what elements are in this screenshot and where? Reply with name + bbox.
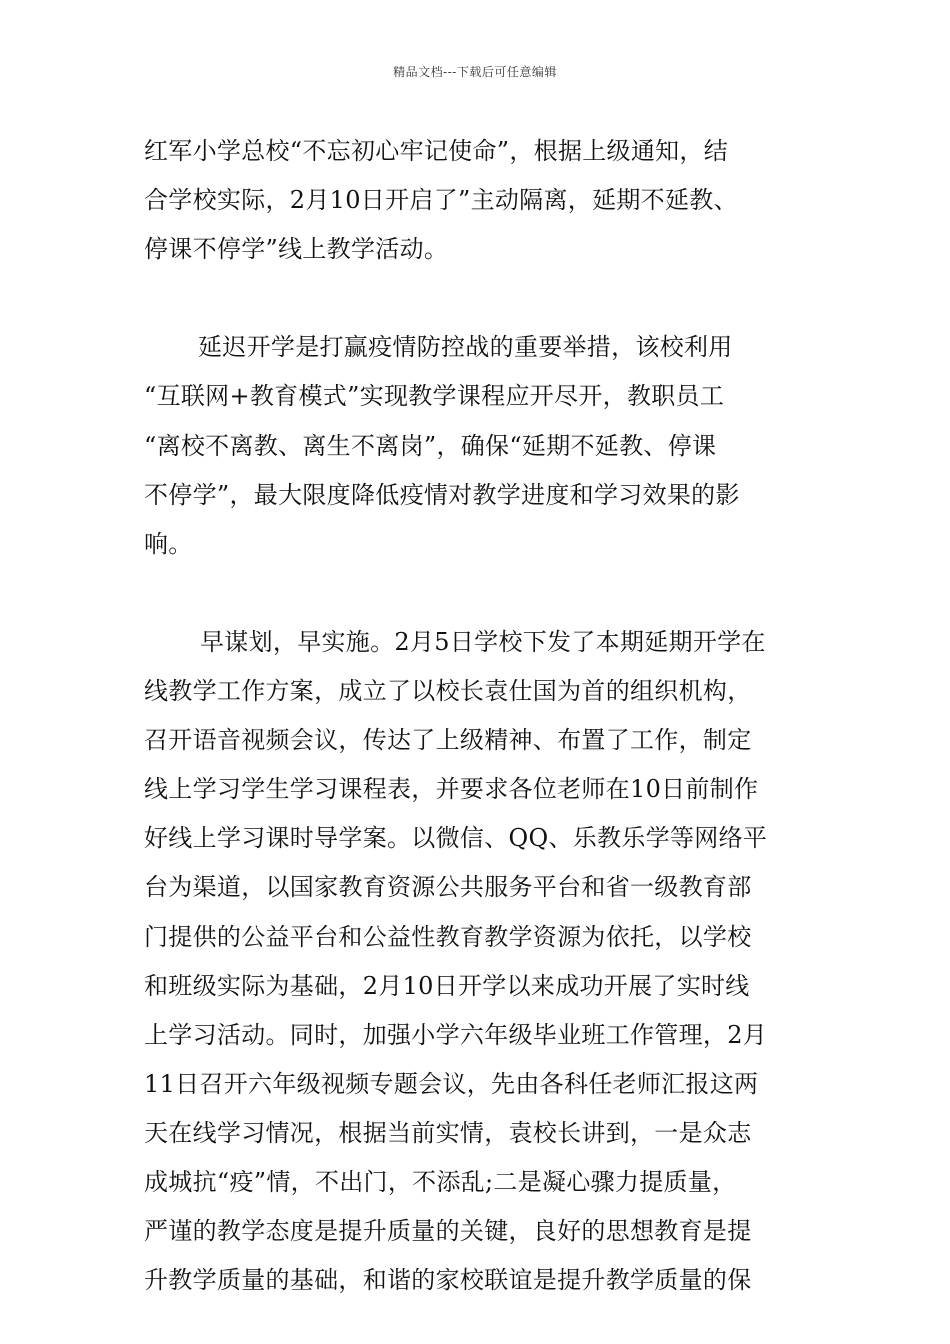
page-header-note: 精品文档---下载后可任意编辑 bbox=[393, 65, 557, 79]
text-line: 线上学习学生学习课程表，并要求各位老师在10日前制作 bbox=[144, 775, 759, 804]
text-line: 天在线学习情况，根据当前实情，袁校长讲到，一是众志 bbox=[144, 1118, 752, 1147]
text-line: 早谋划，早实施。2月5日学校下发了本期延期开学在 bbox=[200, 627, 766, 656]
text-line: 线教学工作方案，成立了以校长袁仕国为首的组织机构， bbox=[144, 677, 752, 706]
text-line: 不停学”，最大限度降低疫情对教学进度和学习效果的影 bbox=[144, 480, 740, 509]
text-line: 响。 bbox=[144, 529, 193, 558]
text-line: 门提供的公益平台和公益性教育教学资源为依托，以学校 bbox=[144, 922, 752, 951]
text-line: 合学校实际，2月10日开启了”主动隔离，延期不延教、 bbox=[144, 186, 738, 215]
text-line: 停课不停学”线上教学活动。 bbox=[144, 235, 449, 264]
text-line: 11日召开六年级视频专题会议，先由各科任老师汇报这两 bbox=[144, 1069, 759, 1098]
text-line: 和班级实际为基础，2月10日开学以来成功开展了实时线 bbox=[144, 971, 750, 1000]
text-line: 上学习活动。同时，加强小学六年级毕业班工作管理，2月 bbox=[144, 1020, 768, 1049]
text-line: 成城抗“疫”情，不出门，不添乱;二是凝心骤力提质量， bbox=[144, 1167, 737, 1196]
text-line: 红军小学总校“不忘初心牢记使命”，根据上级通知，结 bbox=[144, 137, 729, 165]
text-line: “离校不离教、离生不离岗”，确保“延期不延教、停课 bbox=[144, 431, 717, 460]
text-line: 召开语音视频会议，传达了上级精神、布置了工作，制定 bbox=[144, 726, 752, 755]
text-line: 台为渠道，以国家教育资源公共服务平台和省一级教育部 bbox=[144, 873, 752, 902]
text-line: “互联网+教育模式”实现教学课程应开尽开，教职员工 bbox=[144, 382, 725, 411]
text-line: 延迟开学是打赢疫情防控战的重要举措，该校利用 bbox=[198, 333, 733, 362]
text-line: 好线上学习课时导学案。以微信、QQ、乐教乐学等网络平 bbox=[144, 824, 768, 853]
text-line: 严谨的教学态度是提升质量的关键，良好的思想教育是提 bbox=[144, 1217, 752, 1246]
paragraph-gap bbox=[144, 569, 806, 618]
document-body bbox=[144, 127, 806, 1305]
paragraph-gap bbox=[144, 274, 806, 323]
text-line: 升教学质量的基础，和谐的家校联谊是提升教学质量的保 bbox=[144, 1266, 752, 1295]
